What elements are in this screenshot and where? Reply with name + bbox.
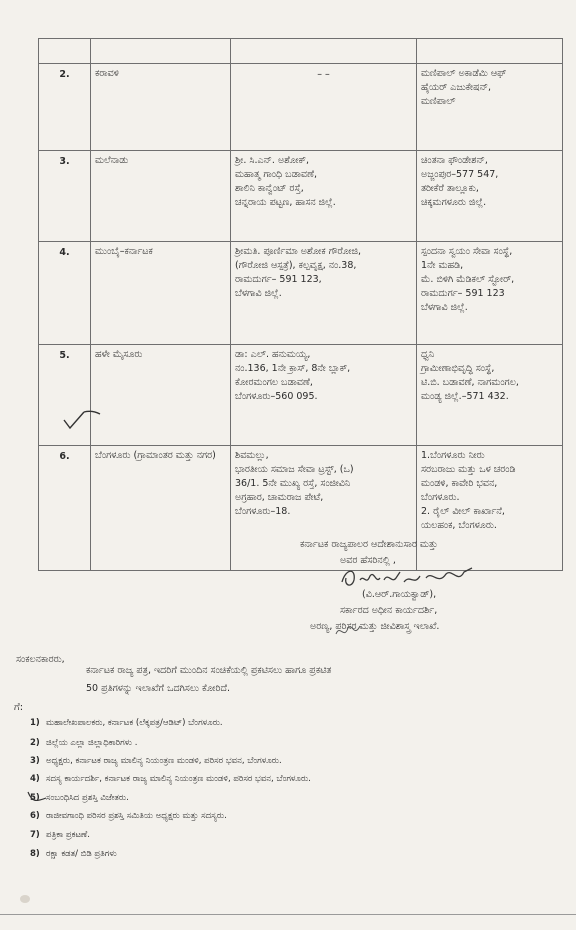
org-line: ಯಲಹಂಕ, ಬೆಂಗಳೂರು. [421,520,497,531]
list-item: 8) ರಕ್ಷಾ ಕಡತ/ ಬಿಡಿ ಪ್ರತಿಗಳು [30,849,117,859]
org-line: ಧ್ವನಿ [421,349,435,360]
organization-cell [417,446,563,571]
org-line: ಮಣಿಪಾಲ್ ಅಕಾಡೆಮಿ ಆಫ್ [421,68,507,79]
hand-mark [26,788,48,804]
org-line: ಮೆ. ಬಿಳಿಗಿ ಮೆಡಿಕಲ್ ಸ್ಟೋರ್, [421,274,515,285]
table-row [39,64,563,151]
address-line: ಚನ್ನರಾಯ ಪಟ್ಟಣ, ಹಾಸನ ಜಿಲ್ಲೆ. [235,197,336,208]
org-line: ಚಿಂತನಾ ಫೌಂಡೇಶನ್, [421,155,488,166]
org-line: ತರೀಕೆರೆ ತಾಲ್ಲೂಕು, [421,183,479,194]
org-line: 2. ರೈಲ್ ವೀಲ್ ಕಾರ್ಖಾನೆ, [421,506,505,517]
org-line: ಸರಬರಾಜು ಮತ್ತು ಒಳ ಚರಂಡಿ [421,464,516,475]
address-cell [231,151,417,242]
address-line: ಬೆಂಗಳೂರು–18. [235,506,291,517]
table-row [39,242,563,345]
address-line: ಮಹಾತ್ಮ ಗಾಂಧಿ ಬಡಾವಣೆ, [235,169,318,180]
address-line: ರಾಮದುರ್ಗ– 591 123, [235,274,322,285]
org-line: ಗ್ರಾಮೀಣಾಭಿವೃದ್ಧಿ ಸಂಸ್ಥೆ, [421,363,495,374]
org-line: ಸ್ಪಂದನಾ ಸ್ವಯಂ ಸೇವಾ ಸಂಸ್ಥೆ, [421,246,513,257]
address-cell [231,242,417,345]
org-line: ಬೆಳಗಾವಿ ಜಿಲ್ಲೆ. [421,302,468,313]
region-cell: ಹಳೇ ಮೈಸೂರು [91,345,231,446]
address-cell: – – [231,64,417,151]
address-line: 36/1. 5ನೇ ಮುಖ್ಯ ರಸ್ತೆ, ಸಂಜೀವಿನಿ [235,478,351,489]
region-cell: ಮಲೆನಾಡು [91,151,231,242]
signatory-designation: ಸರ್ಕಾರದ ಅಧೀನ ಕಾರ್ಯದರ್ಶಿ, [340,605,438,616]
org-line: ಟಿ.ಬಿ. ಬಡಾವಣೆ, ನಾಗಮಂಗಲ, [421,377,519,388]
region-cell: ಬೆಂಗಳೂರು (ಗ್ರಾಮಾಂತರ ಮತ್ತು ನಗರ) [91,446,231,571]
row-number: 3. [39,151,91,242]
compiled-by-label: ಸಂಕಲನಕಾರರು, [16,654,65,665]
initials-scribble [334,620,364,642]
table-row [39,39,563,64]
org-line: ಮಂಡ್ಯ ಜಿಲ್ಲೆ.–571 432. [421,391,509,402]
address-line: ನಂ.136, 1ನೇ ಕ್ರಾಸ್, 8ನೇ ಬ್ಲಾಕ್, [235,363,351,374]
row-number: 6. [39,446,91,571]
signature-line: ಕರ್ನಾಟಕ ರಾಜ್ಯಪಾಲರ ಆದೇಶಾನುಸಾರ ಮತ್ತು [300,539,438,550]
list-item: 5) ಸಂಬಂಧಿಸಿದ ಪ್ರಶಸ್ತಿ ವಿಜೇತರು. [30,793,129,803]
org-line: 1.ಬೆಂಗಳೂರು ನೀರು [421,450,485,461]
address-line: ಬೆಂಗಳೂರು–560 095. [235,391,318,402]
list-item: 3) ಅಧ್ಯಕ್ಷರು, ಕರ್ನಾಟಕ ರಾಜ್ಯ ಮಾಲಿನ್ಯ ನಿಯಂತ್ರಣ ಮಂಡಳಿ, ಪರಿಸರ ಭವನ, ಬೆಂಗಳೂರು. [30,756,282,766]
address-line: ಶಿವಮಲ್ಲು, [235,450,269,461]
address-line: ಶಾಲಿನಿ ಕಾನ್ವೆಂಟ್ ರಸ್ತೆ, [235,183,304,194]
page-bottom-rule [0,914,576,915]
address-line: ಕೋರಮಂಗಲ ಬಡಾವಣೆ, [235,377,313,388]
page-smudge [20,895,30,903]
address-line: ಭಾರತೀಯ ಸಮಾಜ ಸೇವಾ ಟ್ರಸ್ಟ್, (ಒ) [235,464,354,475]
list-item: 6) ರಾಜೀವಗಾಂಧಿ ಪರಿಸರ ಪ್ರಶಸ್ತಿ ಸಮಿತಿಯ ಅಧ್ಯಕ್ಷರು ಮತ್ತು ಸದಸ್ಯರು. [30,811,227,821]
address-cell [231,345,417,446]
org-line: ಬೆಂಗಳೂರು. [421,492,460,503]
row-number: 5. [39,345,91,446]
table-row [39,345,563,446]
row-number: 2. [39,64,91,151]
list-item: 7) ಪತ್ರಿಕಾ ಪ್ರಕಟಣೆ. [30,830,90,840]
row-number: 4. [39,242,91,345]
address-line: ಅಗ್ರಹಾರ, ಚಾಮರಾಜ ಪೇಟೆ, [235,492,324,503]
address-line: ಬೆಳಗಾವಿ ಜಿಲ್ಲೆ. [235,288,282,299]
region-cell: ಮುಂಬೈ–ಕರ್ನಾಟಕ [91,242,231,345]
handwritten-signature [340,564,480,590]
organization-cell [417,151,563,242]
org-line: 1ನೇ ಮಹಡಿ, [421,260,464,271]
org-line: ಮಣಿಪಾಲ್ [421,96,456,107]
organization-cell [417,242,563,345]
address-line: ಡಾ: ಎಲ್. ಹನುಮಯ್ಯ, [235,349,311,360]
signatory-department: ಅರಣ್ಯ, ಪರಿಸರ ಮತ್ತು ಜೀವಿಶಾಸ್ತ್ರ ಇಲಾಖೆ. [310,621,440,632]
list-item: 4) ಸದಸ್ಯ ಕಾರ್ಯದರ್ಶಿ, ಕರ್ನಾಟಕ ರಾಜ್ಯ ಮಾಲಿನ್ಯ ನಿಯಂತ್ರಣ ಮಂಡಳಿ, ಪರಿಸರ ಭವನ, ಬೆಂಗಳೂರು. [30,774,311,784]
instruction-paragraph [86,662,546,698]
region-cell: ಕರಾವಳಿ [91,64,231,151]
check-mark-icon [62,408,102,430]
paragraph-line: ಕರ್ನಾಟಕ ರಾಜ್ಯ ಪತ್ರ, ಇದರಿಗೆ ಮುಂದಿನ ಸಂಚಿಕೆಯಲ್ಲಿ ಪ್ರಕಟಿಸಲು ಹಾಗೂ ಪ್ರಕಟಿತ [86,665,332,676]
org-line: ಚಿಕ್ಕಮಗಳೂರು ಜಿಲ್ಲೆ. [421,197,487,208]
org-line: ರಾಮದುರ್ಗ– 591 123 [421,288,505,299]
organization-cell [417,64,563,151]
org-line: ಮಂಡಳಿ, ಕಾವೇರಿ ಭವನ, [421,478,498,489]
paragraph-line: 50 ಪ್ರತಿಗಳನ್ನು ಇಲಾಖೆಗೆ ಒದಗಿಸಲು ಕೋರಿದೆ. [86,683,231,694]
signature-line: ಅವರ ಹೆಸರಿನಲ್ಲಿ , [340,555,396,566]
address-line: ಶ್ರೀಮತಿ. ಪೂರ್ಣಿಮಾ ಅಶೋಕ ಗೌರೋಜಿ, [235,246,361,257]
list-item: 1) ಮಹಾಲೇಖಪಾಲಕರು, ಕರ್ನಾಟಕ (ಲೆಕ್ಕಪತ್ರ/ಆಡಿಟ್) ಬೆಂಗಳೂರು. [30,718,223,728]
org-line: ಹೈಯರ್ ಎಜುಕೇಷನ್, [421,82,491,93]
address-line: (ಗೌರೋಜಿ ಆಸ್ಪತ್ರೆ), ಕಲ್ಪವೃಕ್ಷ, ನಂ.38, [235,260,357,271]
organization-cell [417,345,563,446]
signatory-name: (ವಿ.ಆರ್.ಗಾಯಕ್ವಾಡ್), [362,589,437,600]
org-line: ಅಜ್ಜಂಪುರ–577 547, [421,169,499,180]
awards-table [38,38,563,571]
list-item: 2) ಜಿಲ್ಲೆಯ ಎಲ್ಲಾ ಜಿಲ್ಲಾಧಿಕಾರಿಗಳು . [30,738,138,748]
recipients-label: ಗೆ: [14,702,24,713]
address-line: ಶ್ರೀ. ಸಿ.ಎನ್. ಅಶೋಕ್, [235,155,309,166]
table-row [39,151,563,242]
